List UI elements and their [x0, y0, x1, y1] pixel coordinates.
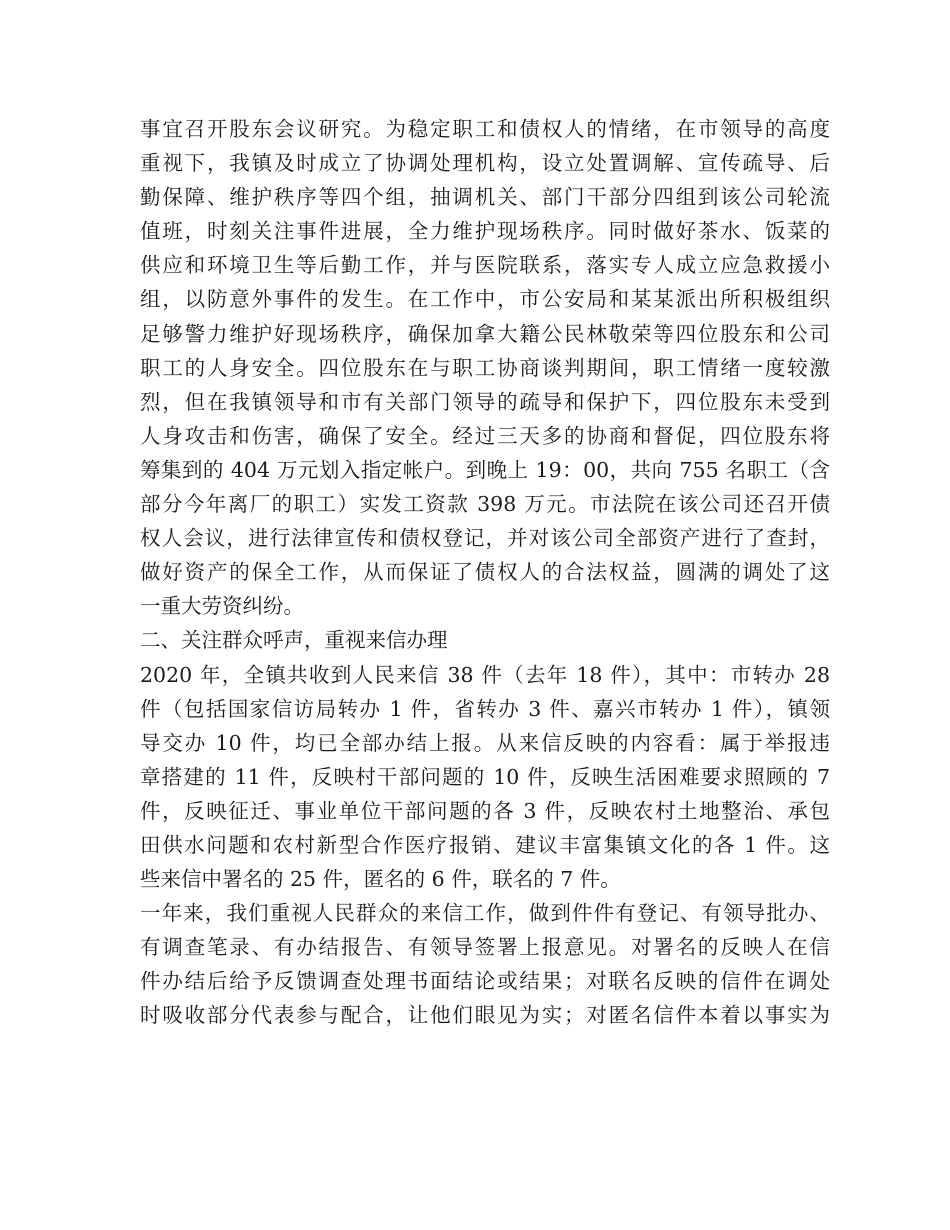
paragraph-line: 事宜召开股东会议研究。为稳定职工和债权人的情绪，在市领导的高度	[140, 117, 830, 141]
paragraph-line: 烈，但在我镇领导和市有关部门领导的疏导和保护下，四位股东未受到	[140, 389, 830, 414]
paragraph-line: 件，反映征迁、事业单位干部问题的各 3 件，反映农村土地整治、承包	[140, 798, 830, 823]
paragraph-line: 人身攻击和伤害，确保了安全。经过三天多的协商和督促，四位股东将	[140, 423, 830, 448]
paragraph-line: 些来信中署名的 25 件，匿名的 6 件，联名的 7 件。	[140, 867, 621, 892]
paragraph-line: 章搭建的 11 件，反映村干部问题的 10 件，反映生活困难要求照顾的 7	[140, 764, 830, 789]
paragraph-line: 件办结后给予反馈调查处理书面结论或结果；对联名反映的信件在调处	[140, 969, 830, 994]
paragraph-line: 组，以防意外事件的发生。在工作中，市公安局和某某派出所积极组织	[140, 287, 830, 312]
paragraph-line: 勤保障、维护秩序等四个组，抽调机关、部门干部分四组到该公司轮流	[140, 185, 830, 210]
paragraph-line: 重视下，我镇及时成立了协调处理机构，设立处置调解、宣传疏导、后	[140, 151, 830, 176]
document-body	[140, 112, 830, 1033]
paragraph-line: 时吸收部分代表参与配合，让他们眼见为实；对匿名信件本着以事实为	[140, 1003, 830, 1028]
paragraph-line: 供应和环境卫生等后勤工作，并与医院联系，落实专人成立应急救援小	[140, 253, 830, 278]
paragraph-line: 值班，时刻关注事件进展，全力维护现场秩序。同时做好茶水、饭菜的	[140, 219, 830, 244]
paragraph-line: 一重大劳资纠纷。	[140, 594, 304, 619]
paragraph-line: 权人会议，进行法律宣传和债权登记，并对该公司全部资产进行了查封，	[140, 526, 830, 551]
paragraph-line: 筹集到的 404 万元划入指定帐户。到晚上 19：00，共向 755 名职工（含	[140, 457, 830, 482]
paragraph-line: 导交办 10 件，均已全部办结上报。从来信反映的内容看：属于举报违	[140, 730, 830, 755]
paragraph-line: 一年来，我们重视人民群众的来信工作，做到件件有登记、有领导批办、	[140, 901, 830, 926]
paragraph-line: 有调查笔录、有办结报告、有领导签署上报意见。对署名的反映人在信	[140, 935, 830, 960]
paragraph-line: 件（包括国家信访局转办 1 件，省转办 3 件、嘉兴市转办 1 件），镇领	[140, 696, 830, 721]
paragraph-line: 做好资产的保全工作，从而保证了债权人的合法权益，圆满的调处了这	[140, 560, 830, 585]
paragraph-line: 部分今年离厂的职工）实发工资款 398 万元。市法院在该公司还召开债	[140, 492, 830, 517]
paragraph-line: 足够警力维护好现场秩序，确保加拿大籍公民林敬荣等四位股东和公司	[140, 321, 830, 346]
paragraph-line: 田供水问题和农村新型合作医疗报销、建议丰富集镇文化的各 1 件。这	[140, 832, 830, 857]
paragraph-line: 职工的人身安全。四位股东在与职工协商谈判期间，职工情绪一度较激	[140, 355, 830, 380]
section-heading: 二、关注群众呼声，重视来信办理	[140, 628, 448, 653]
paragraph-line: 2020 年，全镇共收到人民来信 38 件（去年 18 件），其中：市转办 28	[140, 662, 830, 687]
